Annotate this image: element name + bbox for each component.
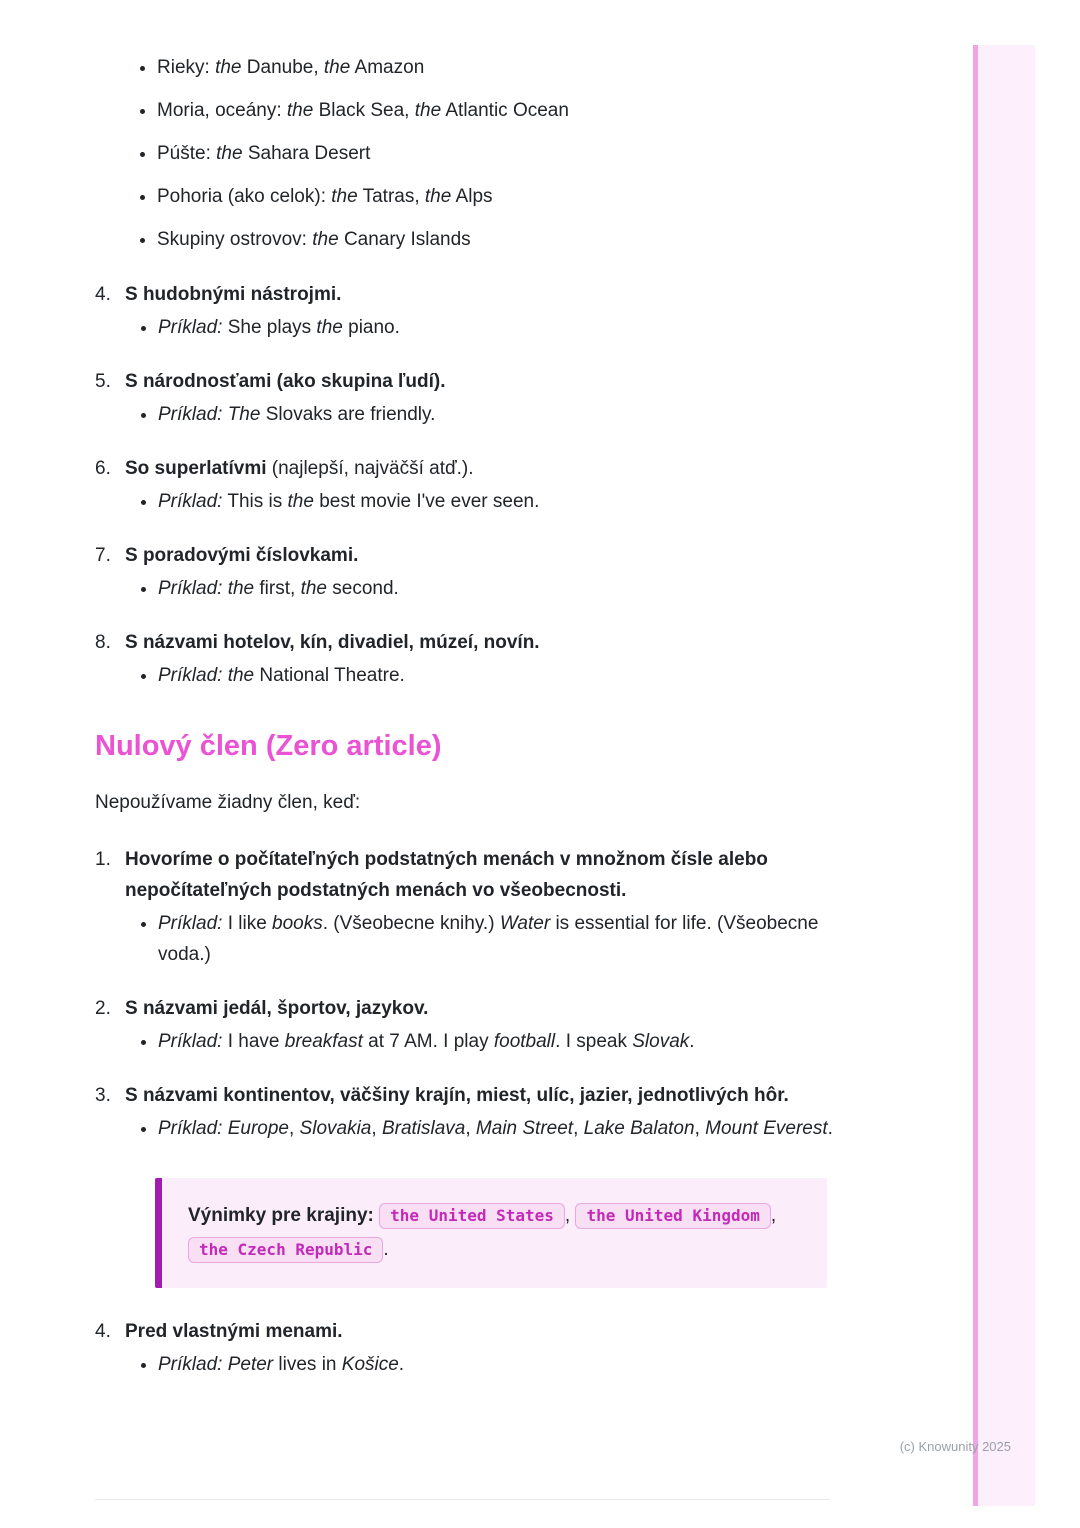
item-body bbox=[125, 279, 835, 343]
example-text: Príklad: The Slovaks are friendly. bbox=[158, 404, 436, 425]
example-item bbox=[158, 1026, 835, 1057]
example-list bbox=[125, 573, 835, 604]
example-list bbox=[125, 908, 835, 970]
item-title: S národnosťami (ako skupina ľudí). bbox=[125, 371, 446, 392]
example-list bbox=[125, 486, 835, 517]
item-number: 5. bbox=[95, 371, 111, 392]
example-text: Príklad: the National Theatre. bbox=[158, 665, 405, 686]
numbered-item bbox=[95, 1316, 835, 1380]
list-item-text: Skupiny ostrovov: the Canary Islands bbox=[157, 229, 471, 250]
item-body bbox=[125, 453, 835, 517]
numbered-item bbox=[95, 993, 835, 1057]
item-number: 8. bbox=[95, 632, 111, 653]
item-body bbox=[125, 993, 835, 1057]
list-item-text: Rieky: the Danube, the Amazon bbox=[157, 57, 425, 78]
example-item bbox=[158, 573, 835, 604]
numbered-item bbox=[95, 366, 835, 430]
item-number: 7. bbox=[95, 545, 111, 566]
item-title: S poradovými číslovkami. bbox=[125, 545, 359, 566]
item-title: S názvami kontinentov, väčšiny krajín, miest, ulíc, jazier, jednotlivých hôr. bbox=[125, 1085, 789, 1106]
example-text: Príklad: Peter lives in Košice. bbox=[158, 1354, 405, 1375]
list-item-text: Moria, oceány: the Black Sea, the Atlantic Ocean bbox=[157, 100, 569, 121]
item-body bbox=[125, 366, 835, 430]
example-item bbox=[158, 660, 835, 691]
example-list bbox=[125, 399, 835, 430]
bottom-divider bbox=[95, 1499, 830, 1500]
example-list bbox=[125, 1349, 835, 1380]
item-title: So superlatívmi (najlepší, najväčší atď.). bbox=[125, 458, 474, 479]
example-list bbox=[125, 1026, 835, 1057]
example-item bbox=[158, 908, 835, 970]
numbered-item bbox=[95, 540, 835, 604]
list-item bbox=[157, 52, 835, 83]
example-list bbox=[125, 1113, 835, 1144]
example-item bbox=[158, 1349, 835, 1380]
item-number: 2. bbox=[95, 998, 111, 1019]
numbered-item bbox=[95, 1080, 835, 1144]
item-number: 6. bbox=[95, 458, 111, 479]
item-body bbox=[125, 1080, 835, 1144]
example-text: Príklad: She plays the piano. bbox=[158, 317, 400, 338]
example-list bbox=[125, 660, 835, 691]
numbered-item bbox=[95, 627, 835, 691]
list-item bbox=[157, 181, 835, 212]
document-content bbox=[95, 52, 835, 1403]
numbered-item bbox=[95, 844, 835, 970]
example-item bbox=[158, 312, 835, 343]
section-heading: Nulový člen (Zero article) bbox=[95, 730, 442, 762]
example-item bbox=[158, 399, 835, 430]
list-item-text: Pohoria (ako celok): the Tatras, the Alps bbox=[157, 186, 493, 207]
example-text: Príklad: I like books. (Všeobecne knihy.) Water is essential for life. (Všeobecne voda.) bbox=[158, 913, 819, 965]
item-number: 1. bbox=[95, 849, 111, 870]
example-item bbox=[158, 1113, 835, 1144]
example-text: Príklad: This is the best movie I've ever seen. bbox=[158, 491, 540, 512]
list-item-text: Púšte: the Sahara Desert bbox=[157, 143, 371, 164]
example-list bbox=[125, 312, 835, 343]
page-edge-stripe bbox=[978, 45, 1035, 1506]
list-item bbox=[157, 95, 835, 126]
item-title: Pred vlastnými menami. bbox=[125, 1321, 343, 1342]
item-title: S názvami jedál, športov, jazykov. bbox=[125, 998, 429, 1019]
footer-credit: (c) Knowunity 2025 bbox=[899, 1439, 1011, 1454]
example-text: Príklad: the first, the second. bbox=[158, 578, 399, 599]
definite-article-usage-list bbox=[95, 52, 835, 255]
list-item bbox=[157, 224, 835, 255]
item-number: 4. bbox=[95, 284, 111, 305]
item-body bbox=[125, 844, 835, 970]
item-title: S hudobnými nástrojmi. bbox=[125, 284, 342, 305]
example-text: Príklad: I have breakfast at 7 AM. I play football. I speak Slovak. bbox=[158, 1031, 695, 1052]
item-title: S názvami hotelov, kín, divadiel, múzeí, novín. bbox=[125, 632, 540, 653]
section-intro: Nepoužívame žiadny člen, keď: bbox=[95, 792, 361, 813]
item-number: 4. bbox=[95, 1321, 111, 1342]
numbered-item bbox=[95, 453, 835, 517]
callout-text: Výnimky pre krajiny: the United States , the United Kingdom , the Czech Republic . bbox=[188, 1199, 801, 1267]
example-text: Príklad: Europe, Slovakia, Bratislava, Main Street, Lake Balaton, Mount Everest. bbox=[158, 1118, 833, 1139]
item-number: 3. bbox=[95, 1085, 111, 1106]
exceptions-callout bbox=[155, 1178, 827, 1288]
numbered-item bbox=[95, 279, 835, 343]
list-item bbox=[157, 138, 835, 169]
item-body bbox=[125, 540, 835, 604]
item-title: Hovoríme o počítateľných podstatných menách v množnom čísle alebo nepočítateľných podstatných menách vo všeobecnosti. bbox=[125, 849, 768, 901]
item-body bbox=[125, 627, 835, 691]
item-body bbox=[125, 1316, 835, 1380]
example-item bbox=[158, 486, 835, 517]
